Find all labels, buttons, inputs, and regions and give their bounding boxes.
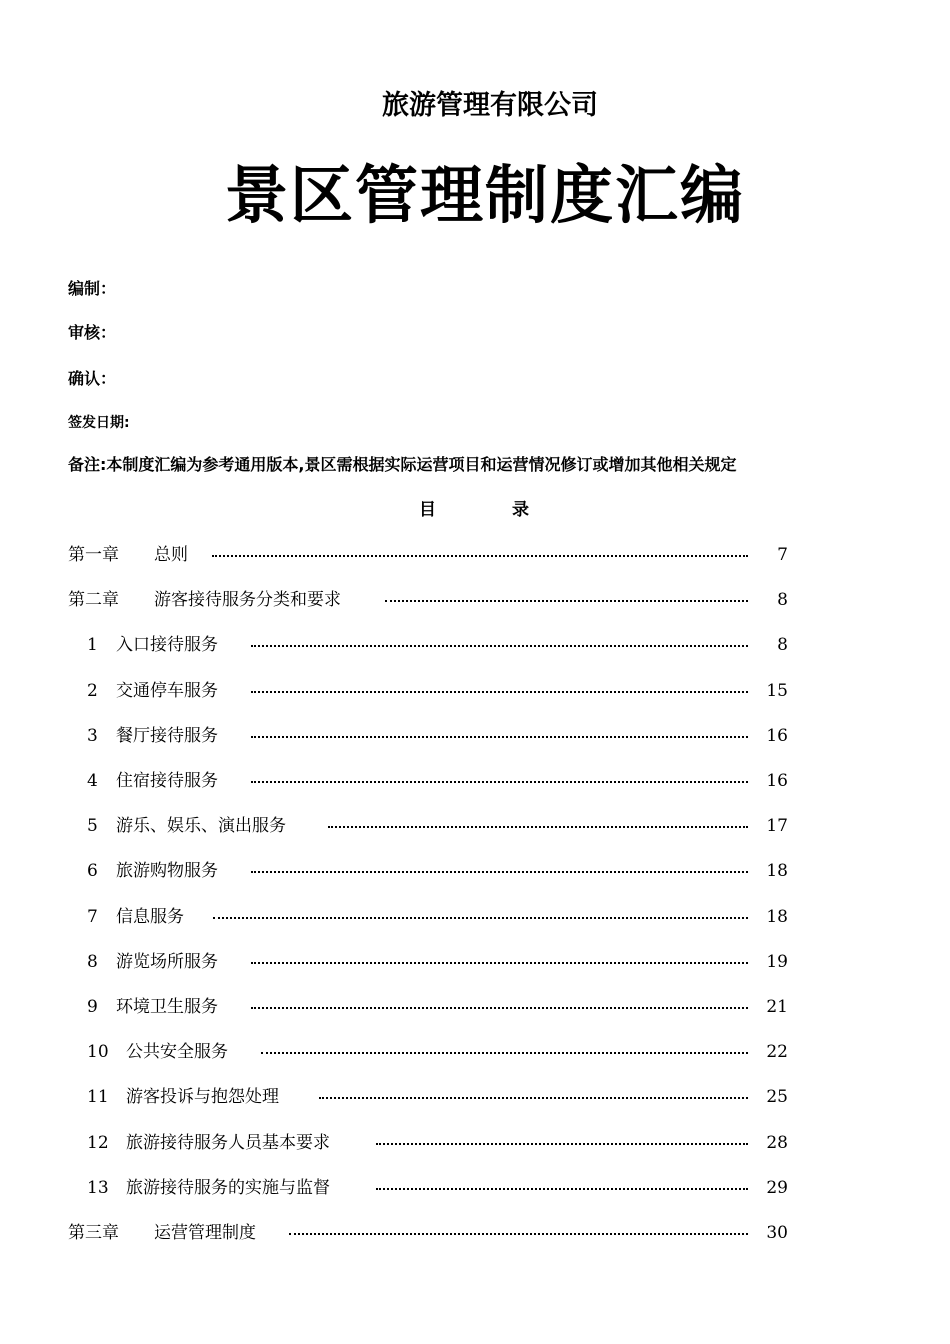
toc-entry-label: 公共安全服务 bbox=[126, 1042, 228, 1063]
toc-dot-leader bbox=[376, 1129, 748, 1145]
toc-entry-page: 15 bbox=[766, 680, 788, 701]
toc-entry[interactable] bbox=[68, 677, 788, 705]
toc-entry-label: 入口接待服务 bbox=[116, 635, 218, 656]
toc-entry-page: 21 bbox=[766, 997, 788, 1017]
toc-entry-page: 29 bbox=[766, 1177, 788, 1198]
toc-entry-label: 旅游购物服务 bbox=[116, 861, 218, 882]
toc-entry-number: 2 bbox=[87, 680, 98, 701]
compiler-label: 编制： bbox=[68, 279, 117, 298]
toc-entry[interactable] bbox=[68, 541, 788, 569]
toc-entry-number: 13 bbox=[87, 1177, 109, 1198]
toc-entry-page: 30 bbox=[766, 1223, 788, 1243]
toc-dot-leader bbox=[385, 586, 748, 602]
note-text: 备注:本制度汇编为参考通用版本,景区需根据实际运营项目和运营情况修订或增加其他相关规定 bbox=[68, 455, 737, 474]
toc-entry-number: 10 bbox=[87, 1042, 109, 1063]
toc-entry-number: 11 bbox=[87, 1087, 109, 1108]
toc-entry[interactable] bbox=[68, 767, 788, 795]
document-title: 景区管理制度汇编 bbox=[225, 159, 745, 232]
toc-entry-page: 8 bbox=[777, 635, 788, 656]
toc-entry-number: 9 bbox=[87, 997, 98, 1017]
toc-entry-label: 总则 bbox=[154, 545, 188, 565]
toc-entry[interactable] bbox=[68, 993, 788, 1021]
toc-entry-label: 游客接待服务分类和要求 bbox=[154, 590, 341, 611]
toc-entry-number: 4 bbox=[87, 771, 98, 791]
toc-heading-right: 录 bbox=[512, 500, 529, 520]
toc-dot-leader bbox=[376, 1174, 748, 1190]
toc-entry-number: 3 bbox=[87, 725, 98, 746]
toc-dot-leader bbox=[251, 677, 748, 693]
toc-dot-leader bbox=[251, 857, 748, 873]
toc-entry-number: 12 bbox=[87, 1132, 109, 1153]
toc-entry-label: 游客投诉与抱怨处理 bbox=[126, 1087, 279, 1108]
toc-heading bbox=[419, 498, 529, 522]
toc-dot-leader bbox=[251, 722, 748, 738]
toc-entry-page: 25 bbox=[766, 1087, 788, 1108]
toc-entry-label: 旅游接待服务的实施与监督 bbox=[126, 1177, 330, 1198]
toc-entry-page: 28 bbox=[766, 1132, 788, 1153]
toc-entry[interactable] bbox=[68, 1038, 788, 1066]
issue-date-label: 签发日期: bbox=[68, 415, 130, 431]
toc-entry-label: 餐厅接待服务 bbox=[116, 725, 218, 746]
toc-entry[interactable] bbox=[68, 948, 788, 976]
toc-entry[interactable] bbox=[68, 812, 788, 840]
toc-entry-label: 旅游接待服务人员基本要求 bbox=[126, 1132, 330, 1153]
toc-entry-page: 18 bbox=[766, 906, 788, 927]
toc-entry-number: 第三章 bbox=[68, 1223, 119, 1243]
toc-dot-leader bbox=[213, 903, 748, 919]
toc-entry[interactable] bbox=[68, 1129, 788, 1157]
toc-dot-leader bbox=[251, 993, 748, 1009]
toc-entry-page: 18 bbox=[766, 861, 788, 882]
toc-entry[interactable] bbox=[68, 631, 788, 659]
toc-entry-number: 1 bbox=[87, 635, 98, 656]
toc-dot-leader bbox=[319, 1083, 748, 1099]
toc-entry[interactable] bbox=[68, 1219, 788, 1247]
toc-entry-number: 第二章 bbox=[68, 590, 119, 611]
toc-dot-leader bbox=[251, 948, 748, 964]
toc-entry-page: 16 bbox=[766, 771, 788, 791]
toc-entry[interactable] bbox=[68, 722, 788, 750]
toc-dot-leader bbox=[251, 631, 748, 647]
toc-entry-page: 8 bbox=[777, 590, 788, 611]
toc-dot-leader bbox=[212, 541, 748, 557]
toc-entry-number: 6 bbox=[87, 861, 98, 882]
toc-entry-number: 第一章 bbox=[68, 545, 119, 565]
toc-dot-leader bbox=[251, 767, 748, 783]
toc-entry-label: 游览场所服务 bbox=[116, 951, 218, 972]
toc-entry-label: 交通停车服务 bbox=[116, 680, 218, 701]
toc-entry-label: 环境卫生服务 bbox=[116, 997, 218, 1017]
toc-dot-leader bbox=[328, 812, 748, 828]
toc-entry-page: 17 bbox=[766, 816, 788, 837]
toc-entry-label: 住宿接待服务 bbox=[116, 771, 218, 791]
toc-entry[interactable] bbox=[68, 857, 788, 885]
toc-heading-left: 目 bbox=[419, 500, 436, 520]
toc-entry[interactable] bbox=[68, 586, 788, 614]
toc-dot-leader bbox=[289, 1219, 748, 1235]
toc-entry[interactable] bbox=[68, 903, 788, 931]
toc-entry[interactable] bbox=[68, 1174, 788, 1202]
reviewer-label: 审核： bbox=[68, 323, 117, 342]
toc-entry-label: 运营管理制度 bbox=[154, 1223, 256, 1243]
toc-dot-leader bbox=[261, 1038, 748, 1054]
company-name: 旅游管理有限公司 bbox=[382, 90, 598, 121]
toc-entry-label: 游乐、娱乐、演出服务 bbox=[116, 816, 286, 837]
toc-entry-page: 7 bbox=[777, 545, 788, 565]
toc-entry-page: 19 bbox=[766, 951, 788, 972]
toc-entry-page: 22 bbox=[766, 1042, 788, 1063]
toc-entry-number: 7 bbox=[87, 906, 98, 927]
toc-entry-page: 16 bbox=[766, 725, 788, 746]
toc-entry-number: 5 bbox=[87, 816, 98, 837]
toc-entry-label: 信息服务 bbox=[116, 906, 184, 927]
toc-entry-number: 8 bbox=[87, 951, 98, 972]
toc-entry[interactable] bbox=[68, 1083, 788, 1111]
confirm-label: 确认： bbox=[68, 369, 117, 388]
